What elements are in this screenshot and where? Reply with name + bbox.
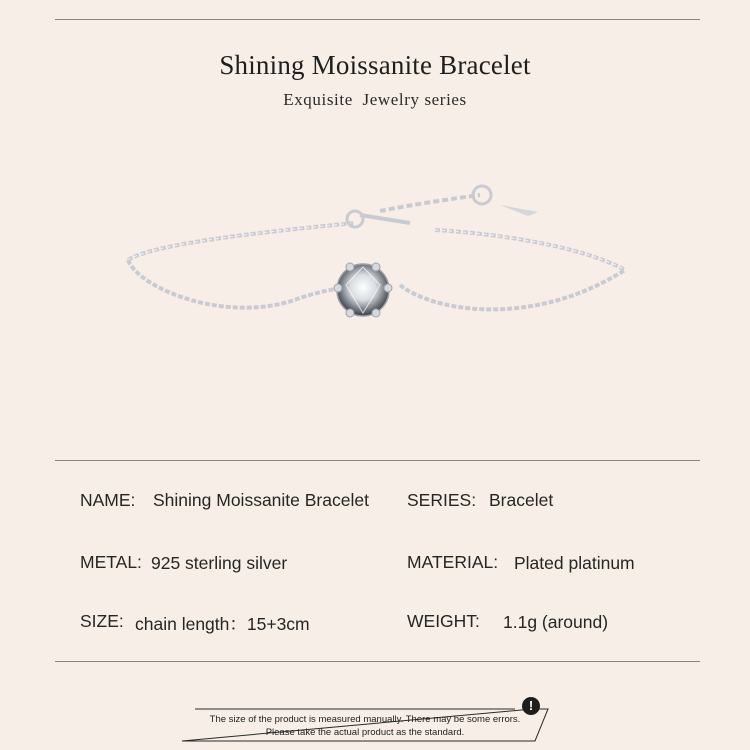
- metal-value: 925 sterling silver: [151, 553, 288, 573]
- top-divider: [55, 19, 700, 20]
- series-label: SERIES:: [407, 490, 477, 510]
- size-label: SIZE:: [80, 611, 124, 631]
- material-label: MATERIAL:: [407, 552, 499, 572]
- weight-value: 1.1g (around): [503, 612, 609, 632]
- series-value: Bracelet: [489, 490, 554, 510]
- disclaimer-note: [180, 706, 550, 744]
- exclamation-icon: !: [522, 697, 540, 715]
- bottom-divider: [55, 661, 700, 662]
- material-value: Plated platinum: [514, 553, 635, 573]
- metal-label: METAL:: [80, 552, 142, 572]
- size-value: chain length：15+3cm: [135, 614, 310, 634]
- disclaimer-line-1: The size of the product is measured manually. There may be some errors.: [209, 714, 521, 725]
- page-subtitle: Exquisite Jewelry series: [283, 90, 467, 109]
- disclaimer-text: [180, 713, 550, 739]
- name-value: Shining Moissanite Bracelet: [153, 490, 369, 510]
- disclaimer-line-2: Please take the actual product as the standard.: [265, 727, 465, 738]
- middle-divider: [55, 460, 700, 461]
- bracelet-image: [110, 175, 640, 375]
- weight-label: WEIGHT:: [407, 611, 480, 631]
- page-title: Shining Moissanite Bracelet: [219, 50, 531, 80]
- name-label: NAME:: [80, 490, 136, 510]
